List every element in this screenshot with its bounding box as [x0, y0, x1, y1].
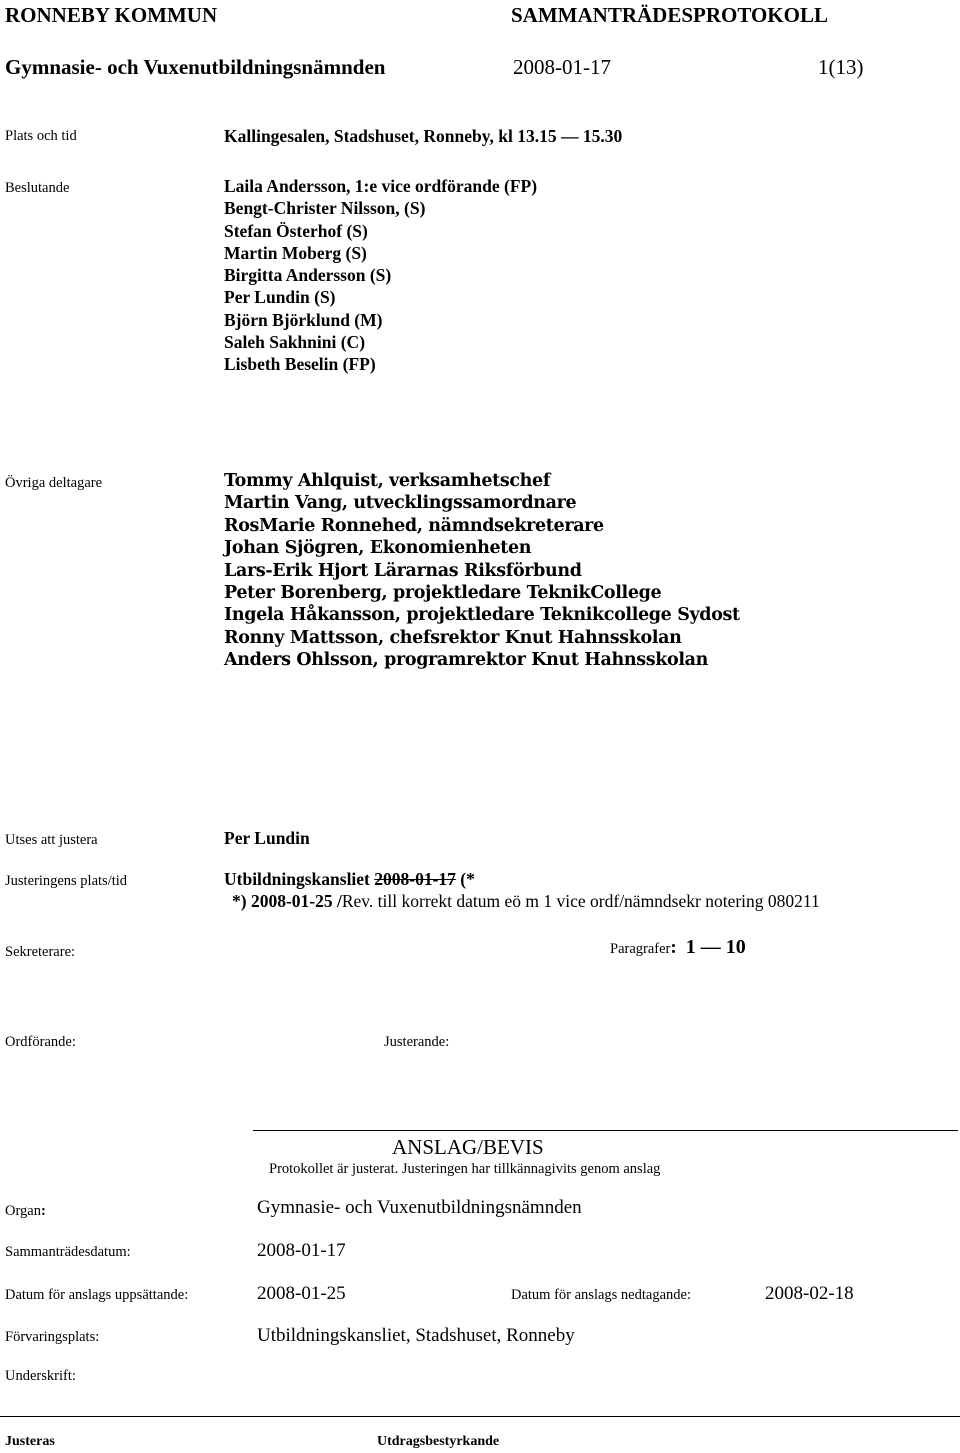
- signature-label: Underskrift:: [5, 1368, 76, 1384]
- decision-maker: Stefan Österhof (S): [224, 220, 368, 241]
- revision-note: [232, 891, 820, 912]
- adjustment-place-label: Justeringens plats/tid: [5, 873, 128, 889]
- adjustment-place-value: [224, 869, 475, 890]
- organ-value: Gymnasie- och Vuxenutbildningsnämnden: [257, 1197, 582, 1218]
- notice-title: ANSLAG/BEVIS: [392, 1135, 544, 1159]
- storage-label: Förvaringsplats:: [5, 1329, 100, 1345]
- struck-original-date: 2008-01-17: [374, 869, 456, 889]
- participant: Tommy Ahlquist, verksamhetschef: [224, 471, 550, 491]
- removal-date-value: 2008-02-18: [765, 1283, 854, 1304]
- adjustment-place-text: Utbildningskansliet: [224, 869, 375, 889]
- footer-divider: [0, 1416, 960, 1417]
- participant: Ronny Mattsson, chefsrektor Knut Hahnsskolan: [224, 627, 682, 648]
- organ-label-block: [5, 1202, 46, 1220]
- other-participants-list: [224, 470, 740, 672]
- committee-name: Gymnasie- och Vuxenutbildningsnämnden: [5, 55, 386, 79]
- page-number: 1(13): [818, 55, 864, 79]
- adjuster-appointed-label: Utses att justera: [5, 832, 98, 848]
- posting-date-value: 2008-01-25: [257, 1283, 346, 1304]
- revision-marker: (*: [455, 869, 475, 889]
- participant: Martin Vang, utvecklingssamordnare: [224, 493, 577, 514]
- decision-maker: Birgitta Andersson (S): [224, 265, 392, 286]
- decision-maker: Martin Moberg (S): [224, 242, 367, 263]
- participant: Peter Borenberg, projektledare TeknikCollege: [224, 583, 662, 604]
- posting-date-label: Datum för anslags uppsättande:: [5, 1287, 189, 1303]
- paragraphs-block: [610, 936, 746, 959]
- chair-label: Ordförande:: [5, 1034, 76, 1050]
- notice-subtitle: Protokollet är justerat. Justeringen har tillkännagivits genom anslag: [269, 1161, 661, 1177]
- decision-maker: Saleh Sakhnini (C): [224, 332, 366, 353]
- storage-value: Utbildningskansliet, Stadshuset, Ronneby: [257, 1325, 575, 1346]
- decision-makers-label: Beslutande: [5, 180, 70, 196]
- meeting-date-value: 2008-01-17: [257, 1240, 346, 1261]
- participant: Lars-Erik Hjort Lärarnas Riksförbund: [224, 560, 582, 581]
- decision-maker: Lisbeth Beselin (FP): [224, 354, 376, 375]
- decision-maker: Björn Björklund (M): [224, 309, 383, 330]
- other-participants-label: Övriga deltagare: [5, 475, 103, 491]
- decision-maker: Per Lundin (S): [224, 287, 336, 308]
- paragraphs-colon: :: [670, 937, 677, 958]
- meeting-date: 2008-01-17: [513, 55, 611, 79]
- footer-adjusters: Justeras: [5, 1434, 55, 1449]
- decision-maker: Laila Andersson, 1:e vice ordförande (FP): [224, 176, 538, 196]
- decision-maker: Bengt-Christer Nilsson, (S): [224, 198, 426, 219]
- removal-date-label: Datum för anslags nedtagande:: [511, 1287, 691, 1303]
- notice-divider: [253, 1130, 958, 1131]
- participant: Johan Sjögren, Ekonomienheten: [224, 538, 532, 559]
- paragraphs-value: 1 — 10: [685, 936, 746, 958]
- decision-makers-list: [224, 175, 537, 376]
- document-type: SAMMANTRÄDESPROTOKOLL: [511, 3, 828, 27]
- adjuster-signature-label: Justerande:: [384, 1034, 450, 1050]
- place-time-label: Plats och tid: [5, 128, 77, 144]
- secretary-label: Sekreterare:: [5, 944, 76, 960]
- revision-text: Rev. till korrekt datum eö m 1 vice ordf/nämndsekr notering 080211: [341, 891, 820, 911]
- participant: RosMarie Ronnehed, nämndsekreterare: [224, 515, 604, 536]
- organ-label: Organ: [5, 1203, 41, 1219]
- organ-colon: :: [40, 1203, 46, 1219]
- participant: Ingela Håkansson, projektledare Teknikcollege Sydost: [224, 605, 740, 626]
- adjuster-appointed-value: Per Lundin: [224, 828, 310, 848]
- paragraphs-label: Paragrafer: [610, 941, 671, 957]
- meeting-date-label: Sammanträdesdatum:: [5, 1244, 131, 1260]
- revision-date: *) 2008-01-25 /: [232, 891, 342, 911]
- municipality-name: RONNEBY KOMMUN: [5, 3, 218, 27]
- place-time-value: Kallingesalen, Stadshuset, Ronneby, kl 13.15 — 15.30: [224, 126, 623, 146]
- footer-extract-certification: Utdragsbestyrkande: [377, 1434, 500, 1449]
- participant: Anders Ohlsson, programrektor Knut Hahnsskolan: [224, 650, 708, 671]
